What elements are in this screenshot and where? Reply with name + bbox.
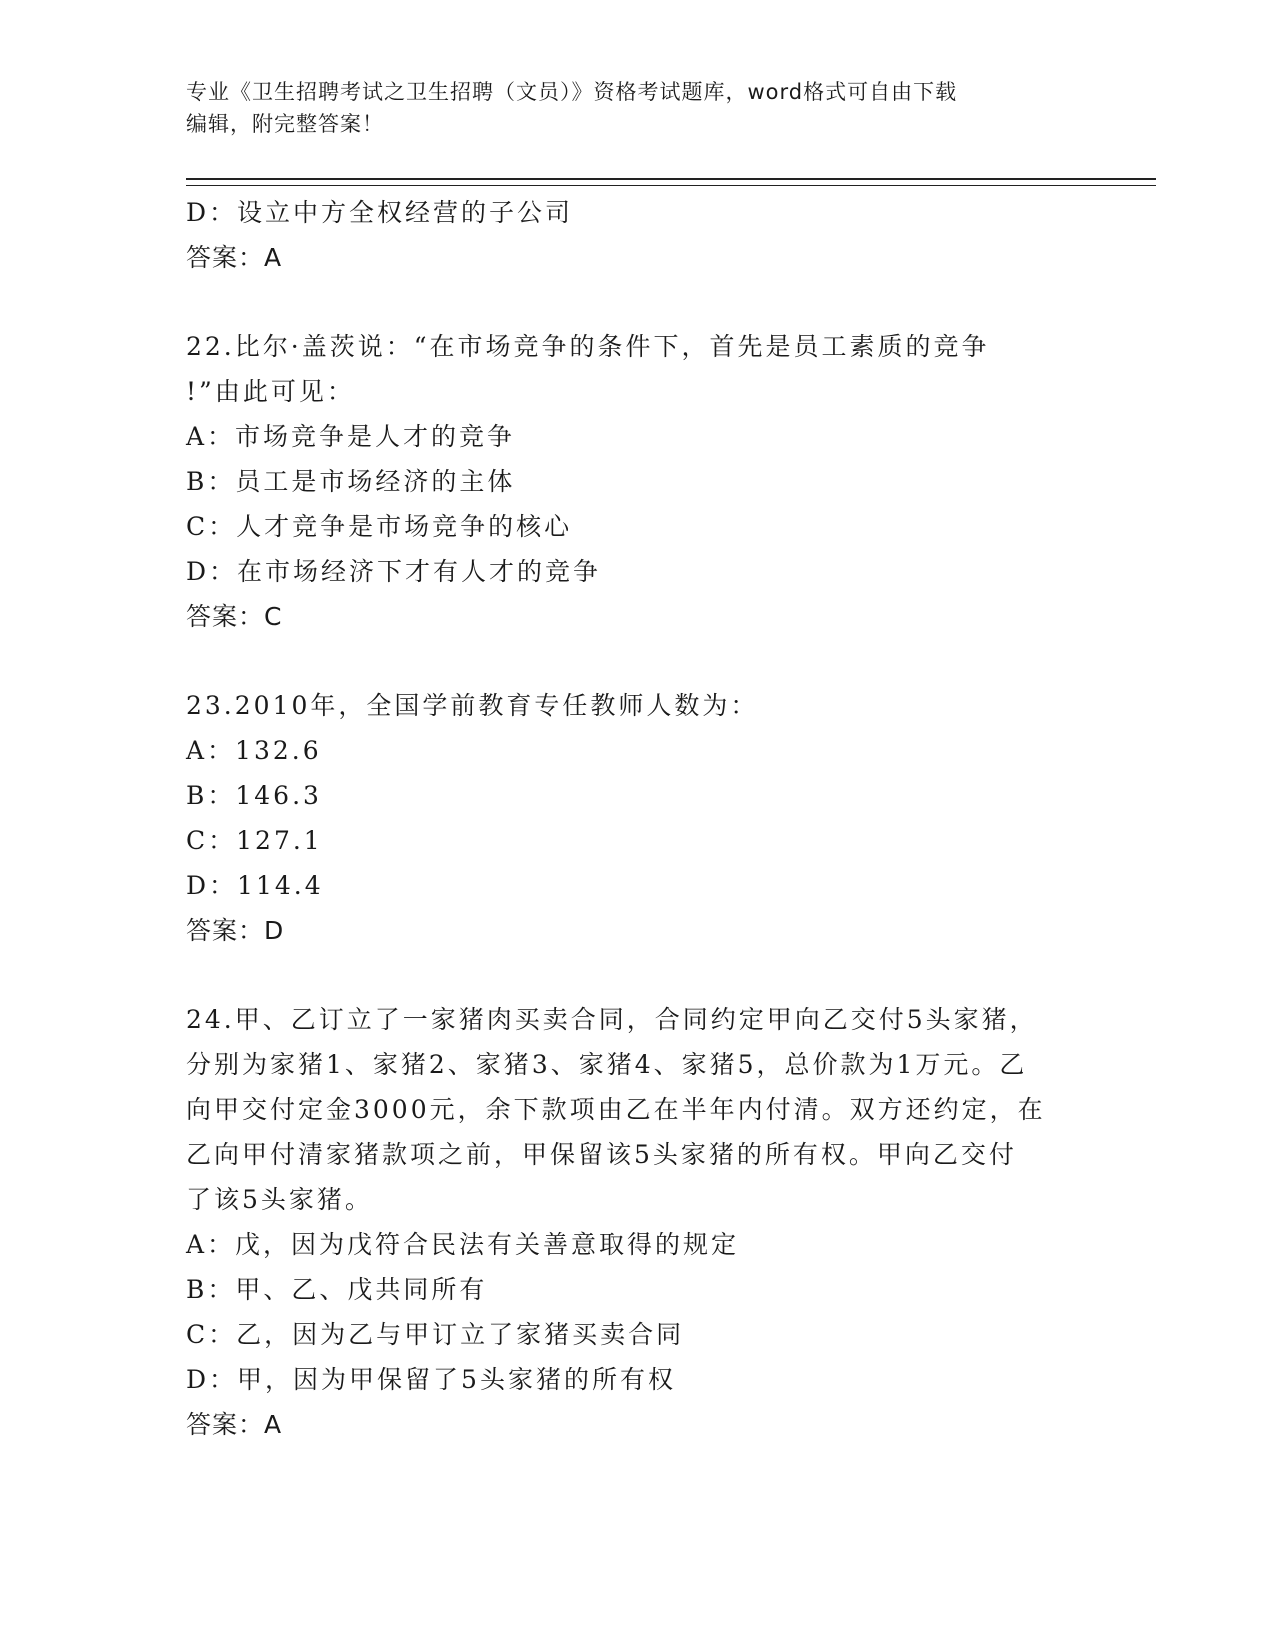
option-c: C：人才竞争是市场竞争的核心 [186, 512, 573, 541]
option-a: A：132.6 [186, 736, 322, 765]
option-d: D：甲，因为甲保留了5头家猪的所有权 [186, 1365, 676, 1394]
question-stem: 22.比尔·盖茨说：“在市场竞争的条件下，首先是员工素质的竞争 [186, 332, 990, 361]
header-line-1: 专业《卫生招聘考试之卫生招聘（文员）》资格考试题库，word格式可自由下载 [186, 80, 958, 104]
question-stem: 24.甲、乙订立了一家猪肉买卖合同，合同约定甲向乙交付5头家猪， [186, 1005, 1038, 1034]
spacer [186, 953, 1086, 997]
option-b: B：146.3 [186, 781, 322, 810]
document-body [186, 190, 1086, 1447]
question-stem: !”由此可见： [186, 377, 355, 406]
spacer [186, 280, 1086, 324]
answer-label: 答案：D [186, 916, 285, 945]
option-c: C：乙，因为乙与甲订立了家猪买卖合同 [186, 1320, 685, 1349]
question-23 [186, 683, 1086, 953]
question-24 [186, 997, 1086, 1447]
header-line-2: 编辑，附完整答案！ [186, 112, 384, 136]
option-c: C：127.1 [186, 826, 323, 855]
question-stem: 乙向甲付清家猪款项之前，甲保留该5头家猪的所有权。甲向乙交付 [186, 1140, 1017, 1169]
option-a: A：戊，因为戊符合民法有关善意取得的规定 [186, 1230, 740, 1259]
question-21-tail [186, 190, 1086, 280]
option-d: D：在市场经济下才有人才的竞争 [186, 557, 602, 586]
page-header [186, 76, 1086, 140]
option-b: B：员工是市场经济的主体 [186, 467, 516, 496]
option-d: D：设立中方全权经营的子公司 [186, 198, 574, 227]
header-divider [186, 178, 1156, 186]
spacer [186, 639, 1086, 683]
option-a: A：市场竞争是人才的竞争 [186, 422, 516, 451]
answer-label: 答案：A [186, 243, 283, 272]
answer-label: 答案：A [186, 1410, 283, 1439]
question-stem: 向甲交付定金3000元，余下款项由乙在半年内付清。双方还约定，在 [186, 1095, 1046, 1124]
question-stem: 23.2010年，全国学前教育专任教师人数为： [186, 691, 759, 720]
answer-label: 答案：C [186, 602, 283, 631]
question-22 [186, 324, 1086, 639]
question-stem: 分别为家猪1、家猪2、家猪3、家猪4、家猪5，总价款为1万元。乙 [186, 1050, 1028, 1079]
question-stem: 了该5头家猪。 [186, 1185, 373, 1214]
option-d: D：114.4 [186, 871, 324, 900]
option-b: B：甲、乙、戊共同所有 [186, 1275, 488, 1304]
